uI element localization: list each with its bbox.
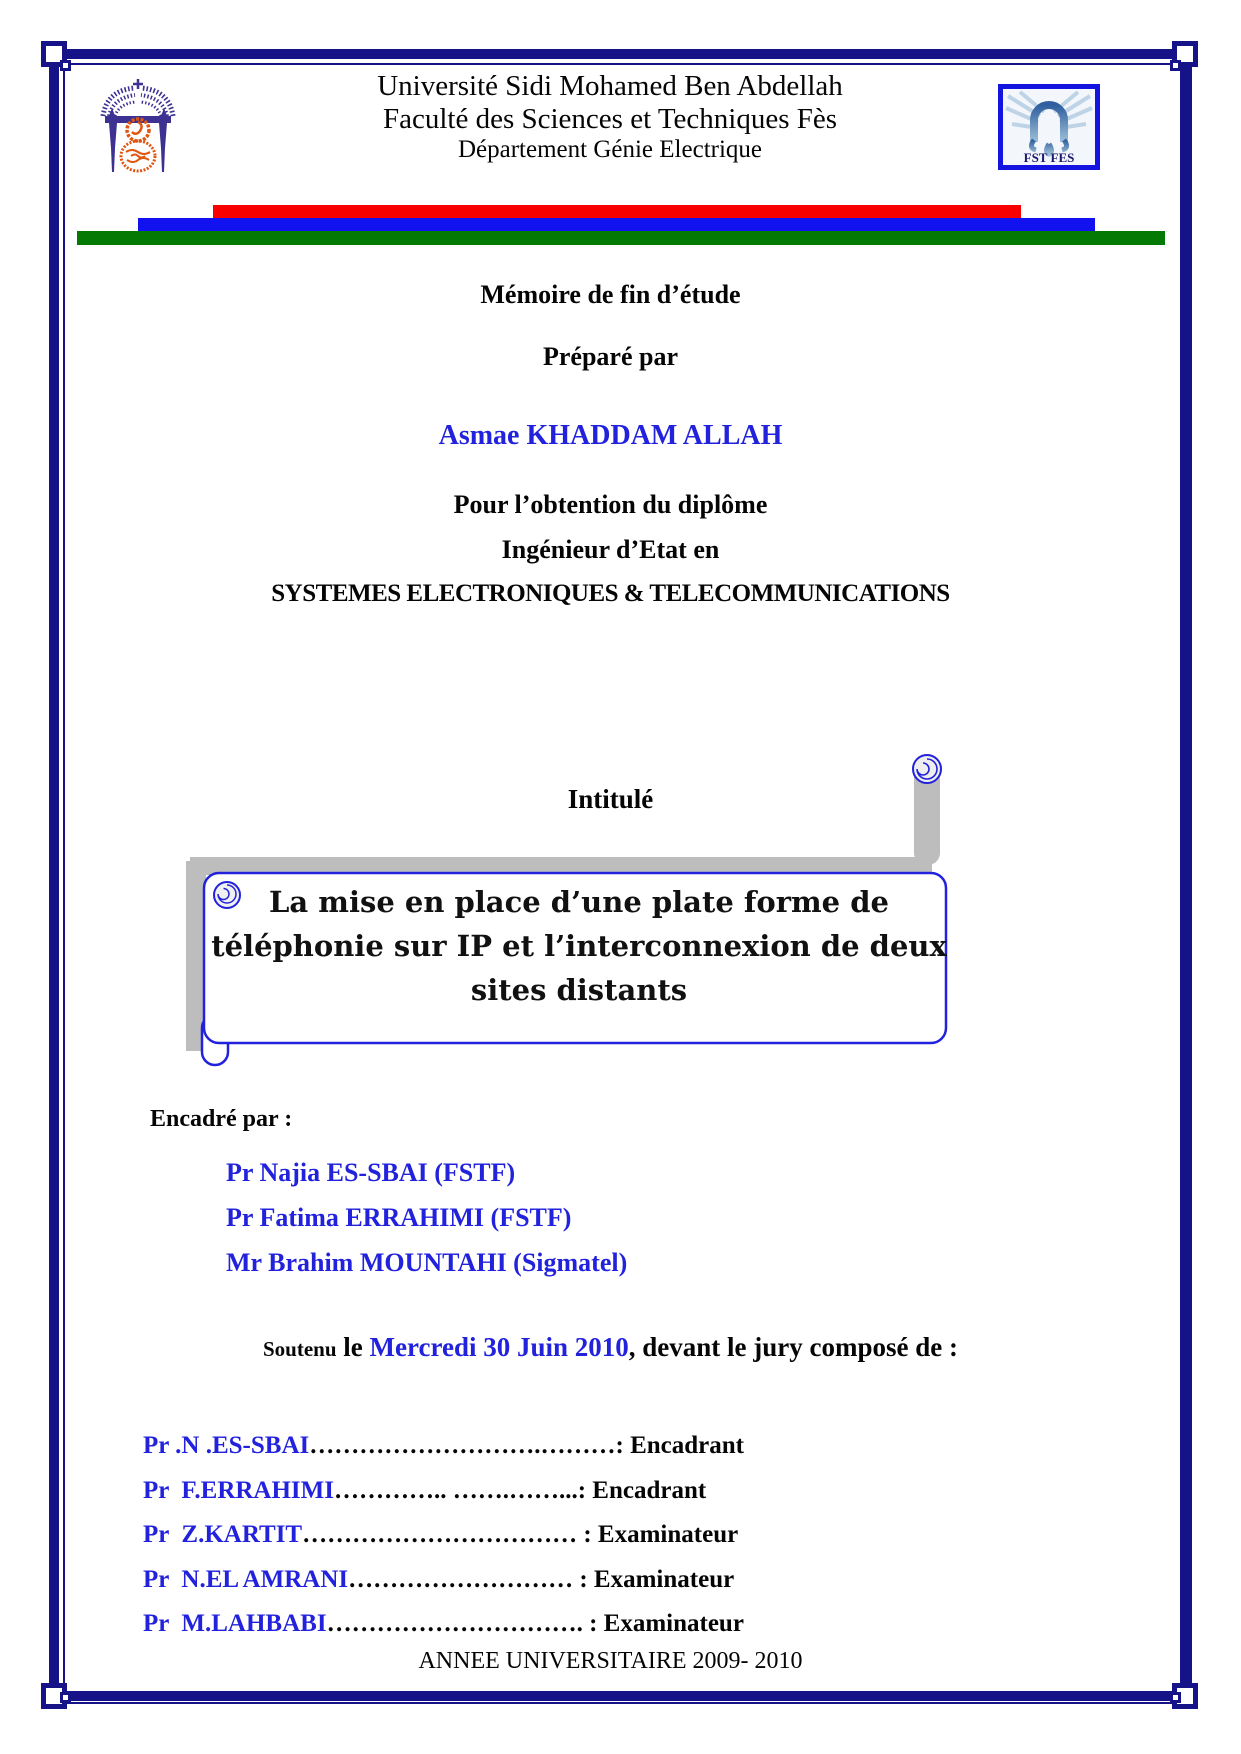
thesis-title-line1: La mise en place d’une plate forme de [269, 885, 889, 919]
dot-leader: ……………………… [348, 1565, 580, 1593]
intitule-label: Intitulé [567, 784, 654, 814]
jury-member-name: Pr F.ERRAHIMI [143, 1476, 334, 1504]
supervised-by-label: Encadré par : [150, 1106, 293, 1132]
fst-fes-logo [998, 84, 1100, 170]
jury-row-5 [143, 1602, 744, 1647]
department-name: Département Génie Electrique [457, 136, 763, 163]
jury-row-1 [143, 1424, 744, 1469]
jury-member-role: : Examinateur [589, 1610, 744, 1637]
jury-member-name: Pr Z.KARTIT [143, 1521, 303, 1548]
supervisor-3: Mr Brahim MOUNTAHI (Sigmatel) [226, 1248, 628, 1277]
jury-member-role: : Examinateur [583, 1521, 739, 1548]
header [220, 70, 1000, 165]
dot-leader: …………………………. [326, 1610, 590, 1637]
author-name: Asmae KHADDAM ALLAH [438, 420, 783, 451]
diploma-line1: Pour l’obtention du diplôme [453, 490, 768, 519]
dot-leader: ………….. …….……... [333, 1476, 578, 1504]
jury-row-4 [143, 1558, 744, 1603]
supervisor-2: Pr Fatima ERRAHIMI (FSTF) [226, 1203, 572, 1232]
corner-knot-mini-top-left [60, 60, 71, 71]
thesis-title-line3: sites distants [470, 973, 688, 1007]
university-name: Université Sidi Mohamed Ben Abdellah [377, 70, 843, 102]
jury-row-3 [143, 1513, 744, 1558]
thesis-title-line2: téléphonie sur IP et l’interconnexion de deux [211, 929, 947, 963]
jury-list [143, 1424, 744, 1647]
jury-member-role: : Encadrant [577, 1476, 707, 1504]
faculty-name: Faculté des Sciences et Techniques Fès [382, 103, 838, 135]
jury-member-name: Pr .N .ES-SBAI [143, 1432, 310, 1459]
supervisor-1: Pr Najia ES-SBAI (FSTF) [226, 1158, 516, 1187]
dot-leader: ……………………….……… [309, 1432, 616, 1459]
memoire-title: Mémoire de fin d’étude [480, 280, 741, 309]
corner-knot-mini-top-right [1170, 60, 1181, 71]
defense-prefix-small: Soutenu [263, 1337, 337, 1361]
jury-member-name: Pr N.EL AMRANI [143, 1565, 349, 1593]
defense-date: Mercredi 30 Juin 2010 [369, 1332, 629, 1362]
blue-bar [138, 218, 1095, 232]
defense-suffix: , devant le jury composé de : [628, 1332, 958, 1362]
program-name: SYSTEMES ELECTRONIQUES & TELECOMMUNICATIONS [271, 580, 950, 607]
red-bar [213, 205, 1021, 219]
jury-member-name: Pr M.LAHBABI [143, 1610, 327, 1637]
defense-line [0, 1332, 1221, 1363]
prepared-by-label: Préparé par [542, 342, 678, 371]
university-emblem [95, 76, 181, 178]
dot-leader: …………………………… [302, 1521, 584, 1548]
jury-member-role: : Examinateur [579, 1565, 735, 1593]
jury-member-role: : Encadrant [615, 1432, 744, 1459]
green-bar [77, 231, 1165, 245]
academic-year: ANNEE UNIVERSITAIRE 2009- 2010 [418, 1648, 803, 1674]
jury-row-2 [143, 1469, 744, 1514]
corner-knot-mini-bottom-left [60, 1692, 71, 1703]
supervisor-list [226, 1150, 627, 1285]
corner-knot-mini-bottom-right [1170, 1692, 1181, 1703]
diploma-line2: Ingénieur d’Etat en [501, 535, 720, 564]
defense-prefix: le [336, 1332, 370, 1362]
fst-fes-caption: FST FES [1023, 150, 1075, 165]
thesis-title [205, 880, 953, 1012]
